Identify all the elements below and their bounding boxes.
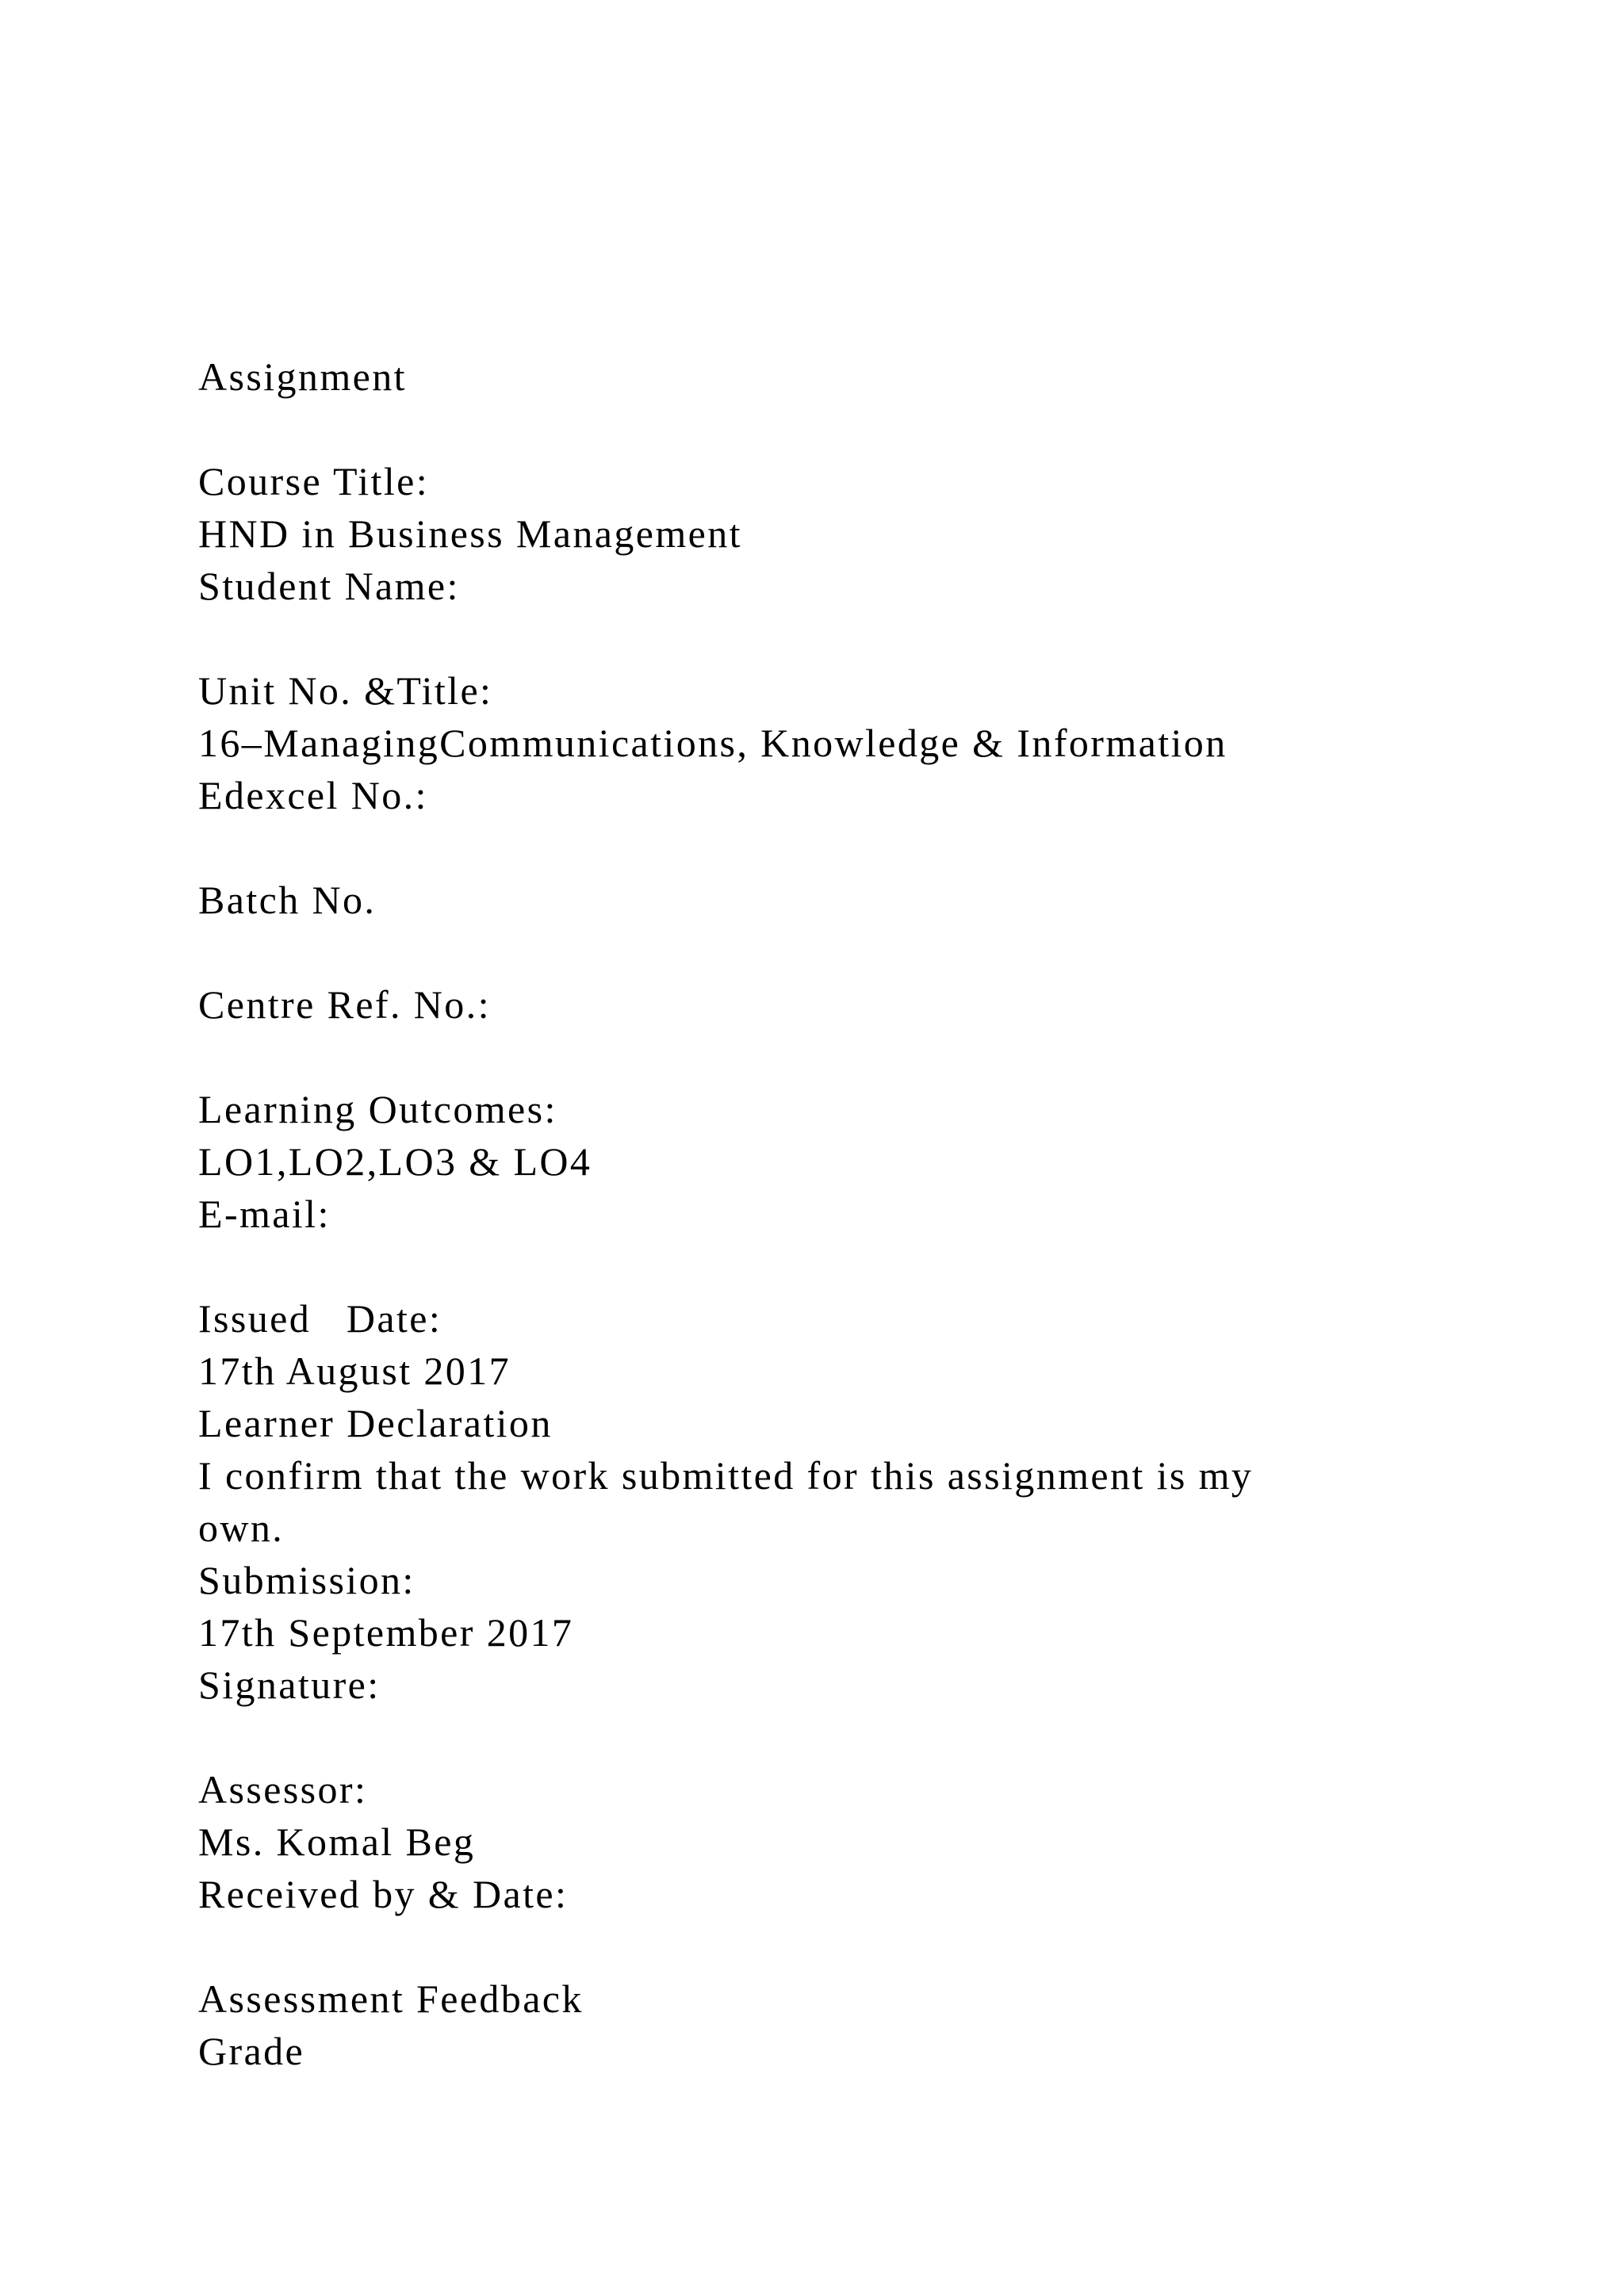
issued-date-value: 17th August 2017: [198, 1349, 511, 1393]
document-body: [198, 350, 1435, 2077]
assessor-value: Ms. Komal Beg: [198, 1820, 476, 1864]
declaration-line-1: I confirm that the work submitted for this assignment is my: [198, 1453, 1254, 1498]
submission-label: Submission:: [198, 1558, 416, 1602]
issued-date-label: Issued Date:: [198, 1296, 442, 1341]
batch-label: Batch No.: [198, 878, 377, 922]
received-label: Received by & Date:: [198, 1872, 569, 1916]
spacer: [198, 612, 1435, 664]
grade-label: Grade: [198, 2029, 305, 2073]
signature-label: Signature:: [198, 1663, 381, 1707]
assignment-heading: Assignment: [198, 354, 407, 399]
assessor-label: Assessor:: [198, 1767, 368, 1812]
unit-label: Unit No. &Title:: [198, 668, 493, 713]
learning-outcomes-label: Learning Outcomes:: [198, 1087, 557, 1131]
email-label: E-mail:: [198, 1192, 331, 1236]
feedback-heading: Assessment Feedback: [198, 1976, 584, 2021]
declaration-line-2: own.: [198, 1506, 285, 1550]
spacer: [198, 1711, 1435, 1763]
declaration-heading: Learner Declaration: [198, 1401, 553, 1445]
edexcel-label: Edexcel No.:: [198, 773, 428, 817]
spacer: [198, 1240, 1435, 1292]
spacer: [198, 821, 1435, 874]
course-title-label: Course Title:: [198, 459, 429, 503]
centre-ref-label: Centre Ref. No.:: [198, 982, 491, 1027]
submission-value: 17th September 2017: [198, 1610, 574, 1655]
unit-value: 16–ManagingCommunications, Knowledge & Information: [198, 721, 1228, 765]
learning-outcomes-value: LO1,LO2,LO3 & LO4: [198, 1139, 592, 1184]
spacer: [198, 1031, 1435, 1083]
spacer: [198, 926, 1435, 978]
course-title-value: HND in Business Management: [198, 511, 742, 556]
spacer: [198, 1920, 1435, 1973]
spacer: [198, 403, 1435, 455]
student-name-label: Student Name:: [198, 564, 460, 608]
